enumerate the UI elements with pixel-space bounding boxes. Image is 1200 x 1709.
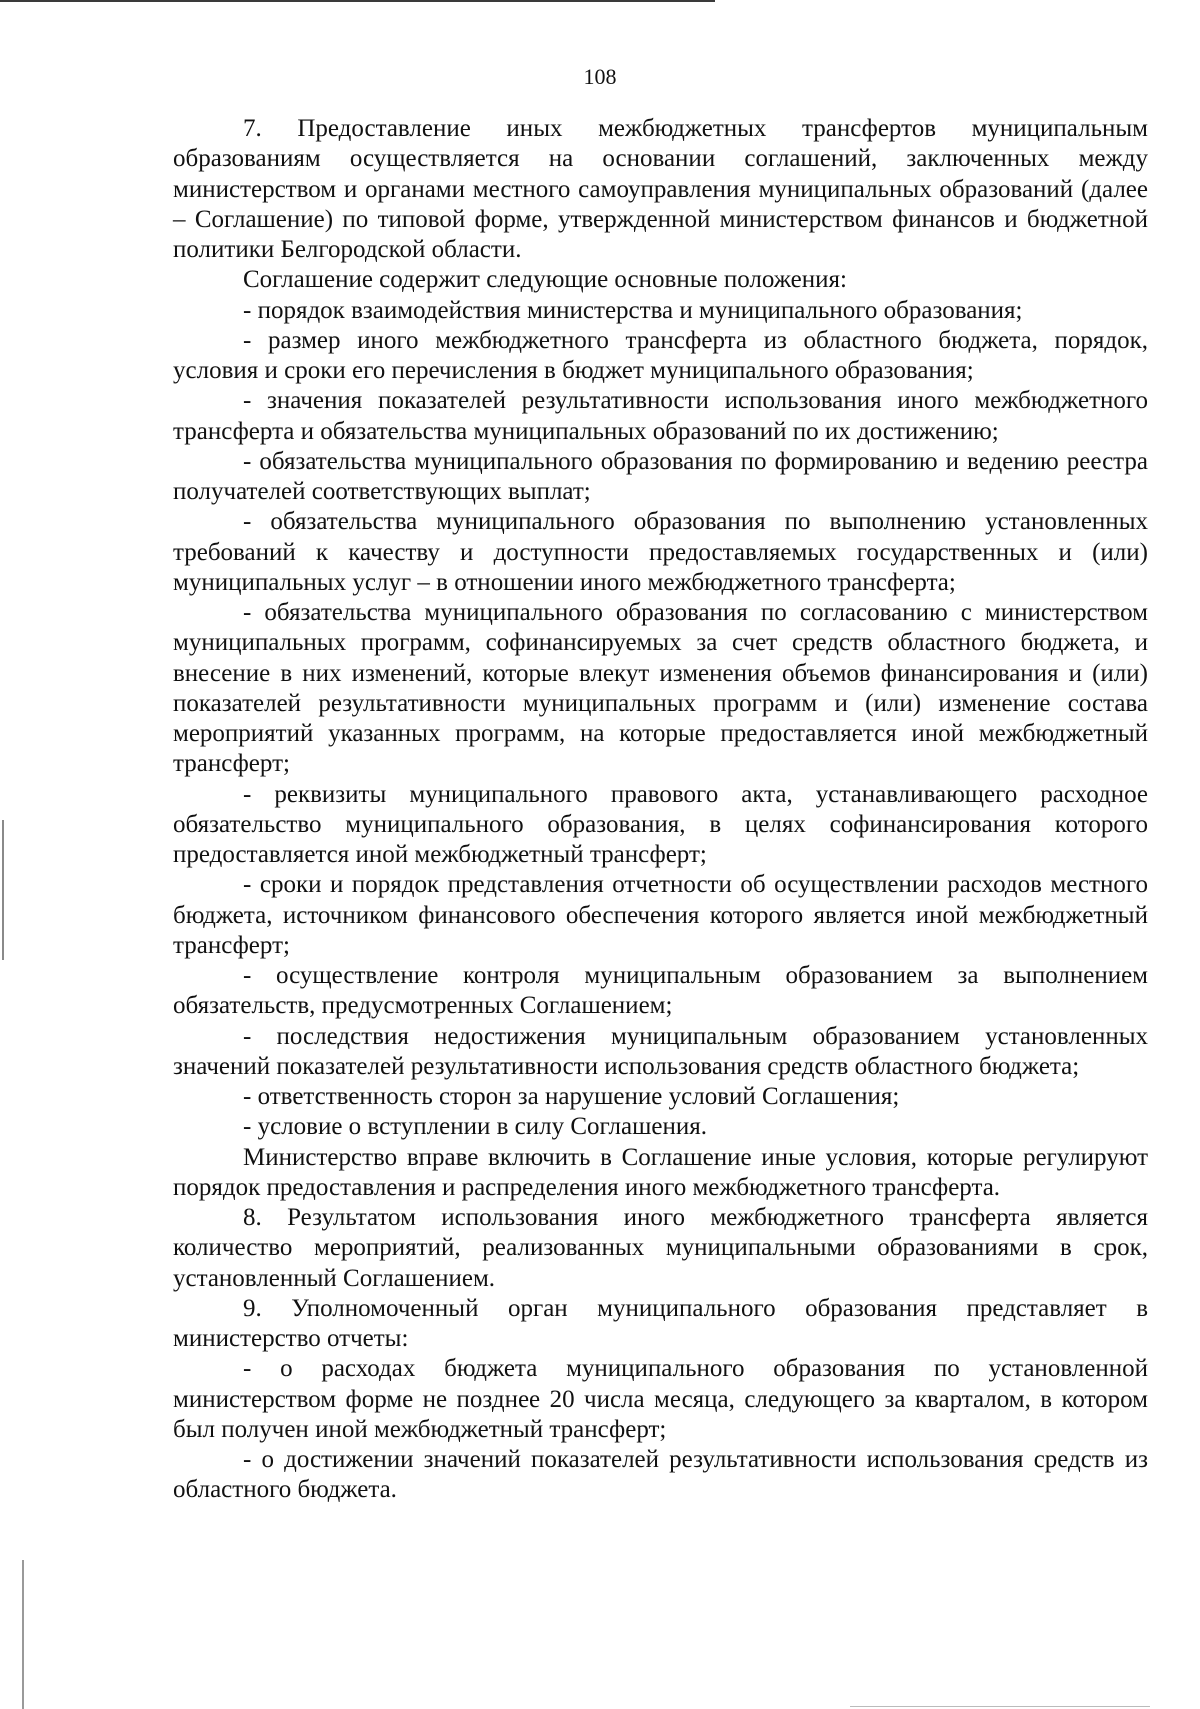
document-body [173, 114, 1148, 1506]
list-item: - сроки и порядок представления отчетности об осуществлении расходов местного бюджета, источником финансового обеспечения которого является иной межбюджетный трансферт; [173, 871, 1148, 959]
page-number: 108 [583, 64, 617, 89]
paragraph-section-7: 7. Предоставление иных межбюджетных трансфертов муниципальным образованиям осуществляется на основании соглашений, заключенных между министерством и органами местного самоуправления муниципальных образований (далее – Соглашение) по типовой форме, утвержденной министерством финансов и бюджетной политики Белгородской области. [173, 115, 1148, 263]
list-item: - обязательства муниципального образования по выполнению установленных требований к качеству и доступности предоставляемых государственных и (или) муниципальных услуг – в отношении иного межбюджетного трансферта; [173, 508, 1148, 596]
list-item: - ответственность сторон за нарушение условий Соглашения; [243, 1083, 900, 1110]
scan-edge-left-lower [22, 1560, 24, 1709]
scan-edge-left [2, 820, 4, 960]
scan-edge-bottom [850, 1706, 1150, 1707]
list-item: - о достижении значений показателей результативности использования средств из областного бюджета. [173, 1446, 1148, 1504]
list-item: - порядок взаимодействия министерства и муниципального образования; [243, 296, 1023, 324]
list-item: - значения показателей результативности использования иного межбюджетного трансферта и обязательства муниципальных образований по их достижению; [173, 387, 1148, 445]
paragraph-section-9: 9. Уполномоченный орган муниципального образования представляет в министерство отчеты: [173, 1294, 1148, 1352]
list-item: - осуществление контроля муниципальным образованием за выполнением обязательств, предусмотренных Соглашением; [173, 962, 1148, 1020]
paragraph-agreement-contents: Соглашение содержит следующие основные положения: [243, 266, 847, 294]
list-item: - размер иного межбюджетного трансферта из областного бюджета, порядок, условия и сроки его перечисления в бюджет муниципального образования; [173, 326, 1148, 384]
list-item: - о расходах бюджета муниципального образования по установленной министерством форме не позднее 20 числа месяца, следующего за кварталом, в котором был получен иной межбюджетный трансферт; [173, 1355, 1148, 1443]
list-item: - условие о вступлении в силу Соглашения. [243, 1113, 707, 1141]
list-item: - обязательства муниципального образования по формированию и ведению реестра получателей соответствующих выплат; [173, 447, 1148, 505]
list-item: - последствия недостижения муниципальным образованием установленных значений показателей результативности использования средств областного бюджета; [173, 1022, 1148, 1080]
paragraph-section-8: 8. Результатом использования иного межбюджетного трансферта является количество мероприятий, реализованных муниципальными образованиями в срок, установленный Соглашением. [173, 1204, 1148, 1292]
scan-edge-top [0, 0, 715, 2]
list-item: - обязательства муниципального образования по согласованию с министерством муниципальных программ, софинансируемых за счет средств областного бюджета, и внесение в них изменений, которые влекут изменения объемов финансирования и (или) показателей результативности муниципальных программ и (или) изменение состава мероприятий указанных программ, на которые предоставляется иной межбюджетный трансферт; [173, 599, 1148, 778]
list-item: - реквизиты муниципального правового акта, устанавливающего расходное обязательство муниципального образования, в целях софинансирования которого предоставляется иной межбюджетный трансферт; [173, 780, 1148, 868]
paragraph-ministry-rights: Министерство вправе включить в Соглашение иные условия, которые регулируют порядок предоставления и распределения иного межбюджетного трансферта. [173, 1143, 1148, 1201]
